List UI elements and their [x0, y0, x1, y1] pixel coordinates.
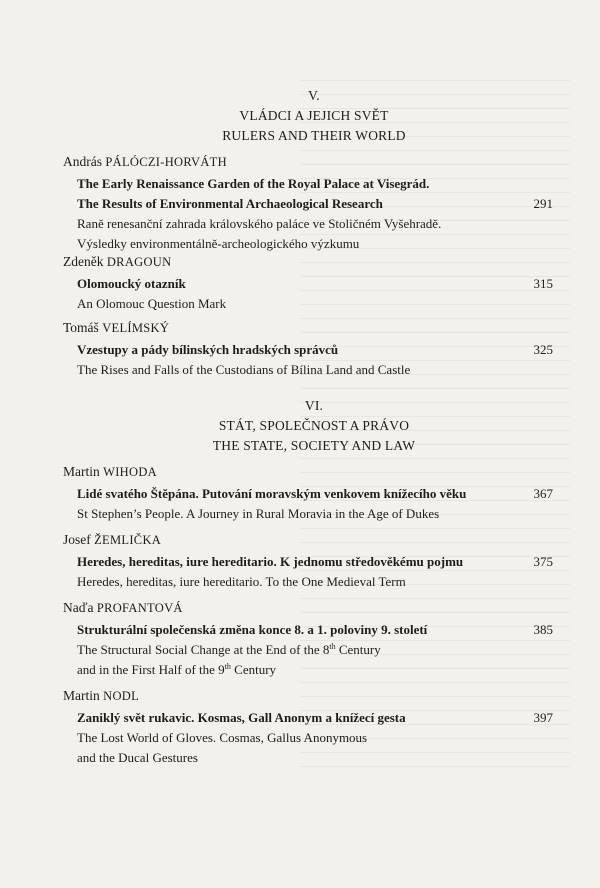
author-name: [63, 530, 553, 550]
page-number: 385: [533, 622, 553, 637]
page-number: 397: [533, 710, 553, 725]
author-first-name: Josef: [63, 532, 91, 547]
article-title: Heredes, hereditas, iure hereditario. K jednomu středověkému pojmu: [77, 554, 464, 569]
section-header-v: [0, 86, 600, 146]
article-title: Olomoucký otazník: [77, 276, 186, 291]
author-last-name: PROFANTOVÁ: [96, 601, 183, 615]
article-translation: The Rises and Falls of the Custodians of Bílina Land and Castle: [77, 362, 411, 377]
author-last-name: DRAGOUN: [106, 255, 172, 269]
author-first-name: Zdeněk: [63, 254, 104, 269]
translation-line: and the Ducal Gestures: [77, 750, 198, 765]
author-last-name: NODL: [103, 689, 140, 703]
toc-entry: [63, 318, 553, 380]
article-translation: [77, 728, 517, 768]
toc-entry: [63, 686, 553, 768]
author-first-name: Martin: [63, 464, 100, 479]
translation-line: The Lost World of Gloves. Cosmas, Gallus Anonymous: [77, 730, 368, 745]
author-last-name: VELÍMSKÝ: [102, 321, 170, 335]
author-name: [63, 318, 553, 338]
article-title: Lidé svatého Štěpána. Putování moravským venkovem knížecího věku: [77, 486, 467, 501]
section-number: V.: [308, 88, 320, 103]
author-name: [63, 152, 553, 172]
article-title: Vzestupy a pády bílinských hradských správců: [77, 342, 339, 357]
page-number: 315: [533, 276, 553, 291]
page-number: 291: [533, 196, 553, 211]
author-first-name: Tomáš: [63, 320, 99, 335]
article-title: Zaniklý svět rukavic. Kosmas, Gall Anonym a knížecí gesta: [77, 710, 406, 725]
article-title-line: The Results of Environmental Archaeological Research: [77, 196, 383, 211]
author-first-name: András: [63, 154, 102, 169]
author-name: [63, 462, 553, 482]
toc-entry: [63, 530, 553, 592]
page-number: 325: [533, 342, 553, 357]
author-first-name: Naďa: [63, 600, 94, 615]
author-name: [63, 686, 553, 706]
section-title-cz: VLÁDCI A JEJICH SVĚT: [239, 108, 389, 123]
page-number: 367: [533, 486, 553, 501]
article-translation: St Stephen’s People. A Journey in Rural Moravia in the Age of Dukes: [77, 506, 440, 521]
section-title-cz: STÁT, SPOLEČNOST A PRÁVO: [218, 418, 410, 433]
toc-entry: [63, 152, 553, 254]
author-last-name: ŽEMLIČKA: [94, 533, 162, 547]
article-title: [77, 174, 507, 214]
author-name: [63, 252, 553, 272]
section-header-vi: [0, 396, 600, 456]
toc-entry: [63, 462, 553, 524]
article-title: Strukturální společenská změna konce 8. a 1. poloviny 9. století: [77, 622, 428, 637]
page-number: 375: [533, 554, 553, 569]
translation-line: Raně renesanční zahrada královského paláce ve Stoličném Vyšehradě.: [77, 216, 442, 231]
section-title-en: THE STATE, SOCIETY AND LAW: [212, 438, 416, 453]
article-title-line: The Early Renaissance Garden of the Royal Palace at Visegrád.: [77, 176, 430, 191]
author-first-name: Martin: [63, 688, 100, 703]
ordinal-superscript: th: [224, 662, 231, 671]
author-name: [63, 598, 553, 618]
author-last-name: PÁLÓCZI-HORVÁTH: [105, 155, 227, 169]
article-translation: [77, 214, 517, 254]
translation-line: and in the First Half of the 9th Century: [77, 662, 277, 677]
translation-line: Výsledky environmentálně-archeologického výzkumu: [77, 236, 360, 251]
section-title-en: RULERS AND THEIR WORLD: [222, 128, 406, 143]
section-number: VI.: [304, 398, 324, 413]
toc-entry: [63, 598, 553, 680]
translation-line: The Structural Social Change at the End of the 8th Century: [77, 642, 381, 657]
ordinal-superscript: th: [329, 642, 336, 651]
author-last-name: WIHODA: [103, 465, 157, 479]
article-translation: [77, 640, 517, 680]
article-translation: An Olomouc Question Mark: [77, 296, 227, 311]
article-translation: Heredes, hereditas, iure hereditario. To the One Medieval Term: [77, 574, 406, 589]
toc-entry: [63, 252, 553, 314]
